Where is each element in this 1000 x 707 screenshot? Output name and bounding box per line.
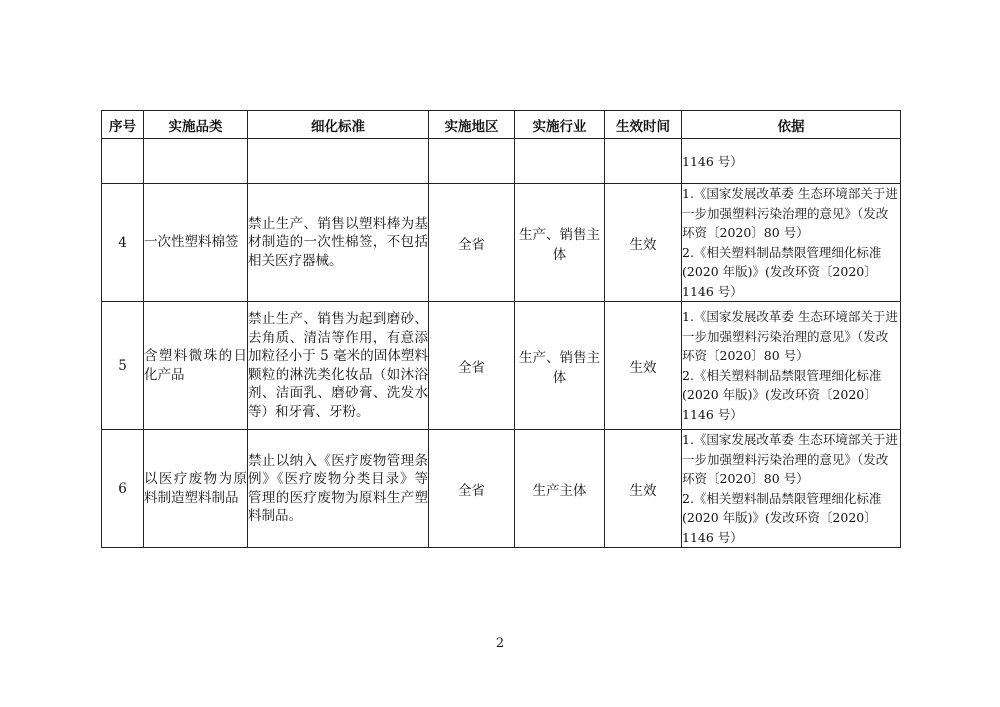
cell-empty [248, 139, 429, 184]
cell-empty [605, 139, 682, 184]
header-industry: 实施行业 [515, 111, 605, 139]
cell-effective: 生效 [605, 430, 682, 548]
cell-effective: 生效 [605, 302, 682, 430]
table-row [102, 302, 901, 430]
basis-item: 2.《相关塑料制品禁限管理细化标准(2020 年版)》(发改环资〔2020〕1146 号） [682, 490, 882, 545]
basis-item: 1.《国家发展改革委 生态环境部关于进一步加强塑料污染治理的意见》（发改环资〔2020〕80 号） [682, 309, 898, 363]
cell-effective: 生效 [605, 184, 682, 302]
cell-industry: 生产、销售主体 [515, 302, 605, 430]
cell-industry: 生产、销售主体 [515, 184, 605, 302]
cell-category: 一次性塑料棉签 [144, 184, 248, 302]
cell-empty [102, 139, 144, 184]
cell-category: 含塑料微珠的日化产品 [144, 302, 248, 430]
table-row-continuation [102, 139, 901, 184]
basis-item: 1.《国家发展改革委 生态环境部关于进一步加强塑料污染治理的意见》（发改环资〔2020〕80 号） [682, 186, 898, 240]
cell-region: 全省 [429, 184, 515, 302]
table-row [102, 430, 901, 548]
cell-category: 以医疗废物为原料制造塑料制品 [144, 430, 248, 548]
table-row [102, 184, 901, 302]
cell-industry: 生产主体 [515, 430, 605, 548]
cell-standard: 禁止生产、销售以塑料棒为基材制造的一次性棉签，不包括相关医疗器械。 [248, 184, 429, 302]
cell-empty [144, 139, 248, 184]
cell-standard: 禁止生产、销售为起到磨砂、去角质、清洁等作用，有意添加粒径小于 5 毫米的固体塑料颗粒的淋洗类化妆品（如沐浴剂、洁面乳、磨砂膏、洗发水等）和牙膏、牙粉。 [248, 302, 429, 430]
cell-basis [682, 302, 901, 430]
cell-basis-continuation: 1146 号） [682, 139, 901, 184]
cell-basis [682, 184, 901, 302]
basis-item: 2.《相关塑料制品禁限管理细化标准(2020 年版)》(发改环资〔2020〕1146 号） [682, 244, 882, 299]
header-standard: 细化标准 [248, 111, 429, 139]
header-row [102, 111, 901, 139]
header-category: 实施品类 [144, 111, 248, 139]
cell-standard: 禁止以纳入《医疗废物管理条例》《医疗废物分类目录》等管理的医疗废物为原料生产塑料制品。 [248, 430, 429, 548]
header-no: 序号 [102, 111, 144, 139]
cell-empty [515, 139, 605, 184]
cell-empty [429, 139, 515, 184]
cell-region: 全省 [429, 302, 515, 430]
header-effective: 生效时间 [605, 111, 682, 139]
cell-region: 全省 [429, 430, 515, 548]
cell-basis [682, 430, 901, 548]
page-number: 2 [495, 636, 505, 651]
header-basis: 依据 [682, 111, 901, 139]
cell-no: 4 [102, 184, 144, 302]
basis-item: 1.《国家发展改革委 生态环境部关于进一步加强塑料污染治理的意见》（发改环资〔2020〕80 号） [682, 432, 898, 486]
header-region: 实施地区 [429, 111, 515, 139]
basis-item: 2.《相关塑料制品禁限管理细化标准(2020 年版)》(发改环资〔2020〕1146 号） [682, 367, 882, 422]
cell-no: 5 [102, 302, 144, 430]
regulation-table [101, 110, 901, 548]
cell-no: 6 [102, 430, 144, 548]
